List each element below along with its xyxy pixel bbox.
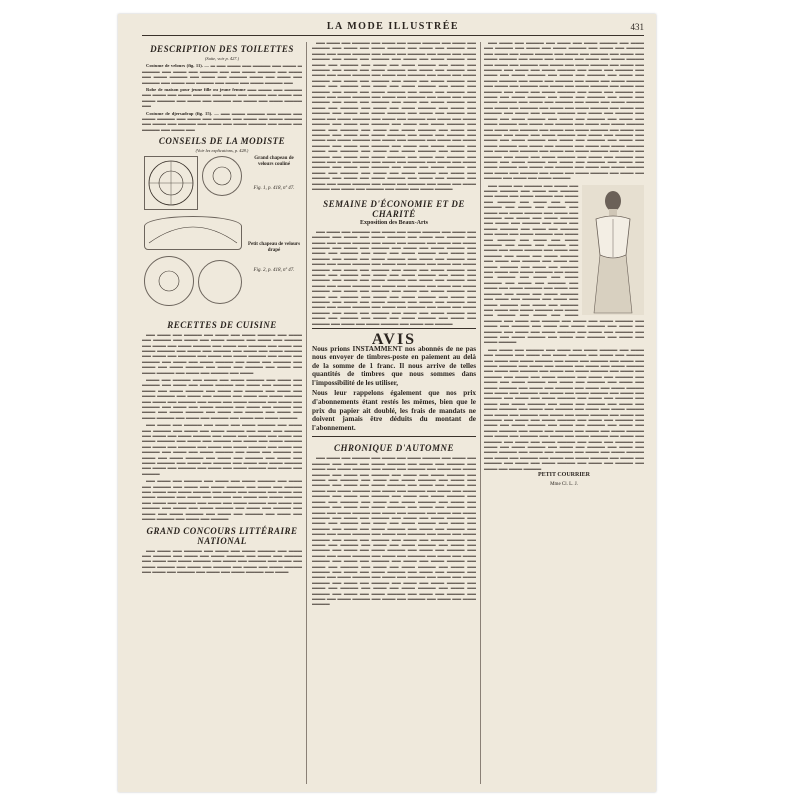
section-subtitle-modiste: (Voir les explications, p. 428.) [195,148,249,154]
signature: Mme Cl. L. J. [550,481,578,487]
header-title: LA MODE ILLUSTRÉE [326,21,460,32]
page-header [142,20,644,36]
body-text: ▬▬ ▬▬▬ ▬▬ ▬▬▬▬ ▬▬ ▬▬▬ ▬▬ ▬▬▬ ▬▬▬▬ ▬▬ ▬▬▬ ▬▬ ▬▬▬▬ ▬▬ ▬▬▬ ▬▬ ▬▬▬ ▬▬▬▬ ▬▬ ▬▬▬ ▬▬ ▬▬▬▬ ▬▬ ▬▬▬ ▬▬ ▬▬▬ ▬▬▬▬ ▬▬ ▬▬▬ ▬▬ ▬▬▬▬ ▬▬ ▬▬▬ ▬▬ ▬▬▬ ▬▬▬▬ ▬▬ ▬▬▬ ▬▬ ▬▬▬▬ ▬▬ ▬▬▬ ▬▬ ▬▬▬ ▬▬▬▬ ▬▬ ▬▬▬ ▬▬ ▬▬▬▬ ▬▬ ▬▬▬ ▬▬ ▬▬▬ ▬▬▬▬ ▬▬ ▬▬▬ ▬▬ ▬▬▬▬ ▬▬ ▬▬▬ ▬▬ ▬▬▬ ▬▬▬▬ ▬▬ ▬▬▬ ▬▬ ▬▬▬▬ ▬▬ ▬▬▬ ▬▬ ▬▬▬ ▬▬▬▬ ▬▬ ▬▬▬ ▬▬ ▬▬▬▬ ▬▬ ▬▬▬ ▬▬ ▬▬▬ ▬▬▬▬ ▬▬ ▬▬▬ ▬▬ ▬▬▬▬ ▬▬ ▬▬▬ ▬▬ ▬▬▬ ▬▬▬▬ ▬▬ ▬▬▬ ▬▬ ▬▬▬▬ ▬▬ ▬▬▬ ▬▬ ▬▬▬ ▬▬▬▬ ▬▬ ▬▬▬ ▬▬ ▬▬▬▬ ▬▬ ▬▬▬ ▬▬ ▬▬▬ ▬▬▬▬ ▬▬ ▬▬▬ ▬▬ ▬▬▬▬ ▬▬ ▬▬▬ ▬▬ ▬▬▬ ▬▬▬▬ ▬▬ ▬▬▬ ▬▬ ▬▬▬▬ ▬▬ ▬▬▬ ▬▬ ▬▬▬ ▬▬▬▬ ▬▬ ▬▬▬ ▬▬ ▬▬▬▬ ▬▬ ▬▬▬ ▬▬ ▬▬▬ ▬▬▬▬ ▬▬ ▬▬▬ ▬▬ ▬▬▬▬ ▬▬ ▬▬▬ ▬▬ ▬▬▬ ▬▬▬▬ ▬▬ ▬▬▬ ▬▬ ▬▬▬▬ ▬▬ ▬▬▬ ▬▬ ▬▬▬ ▬▬▬▬ ▬▬ ▬▬▬ ▬▬ ▬▬▬▬ ▬▬ ▬▬▬ ▬▬ ▬▬▬ ▬▬▬▬ ▬▬ ▬▬▬ ▬▬ ▬▬▬▬ ▬▬ ▬▬▬ ▬▬ ▬▬▬ ▬▬▬▬ ▬▬ ▬▬▬ ▬▬ ▬▬▬▬ ▬▬ ▬▬▬ ▬▬ ▬▬▬ ▬▬▬▬ ▬▬ ▬▬▬ ▬▬ ▬▬▬▬ ▬▬ ▬▬▬ ▬▬ ▬▬▬ ▬▬▬▬ ▬▬ ▬▬▬ ▬▬ ▬▬▬▬ ▬▬ ▬▬▬ ▬▬ ▬▬▬ ▬▬▬▬ ▬▬ ▬▬▬ ▬▬ ▬▬▬▬ ▬▬ ▬▬▬ ▬▬ ▬▬▬ ▬▬▬▬ ▬▬ ▬▬▬ ▬▬ ▬▬▬▬ ▬▬ ▬▬▬ ▬▬ ▬▬▬ ▬▬▬▬ ▬▬ ▬▬▬ ▬▬ ▬▬▬▬ ▬▬ ▬▬▬ ▬▬ ▬▬▬ ▬▬▬▬ ▬▬ ▬▬▬ ▬▬ ▬▬▬▬ ▬▬ ▬▬▬ ▬▬ ▬▬▬ ▬▬▬▬ ▬▬ ▬▬▬ ▬▬ ▬▬▬▬ ▬▬ ▬▬▬ ▬▬ ▬▬▬ ▬▬▬▬ ▬▬ ▬▬▬ ▬▬ ▬▬▬▬ ▬▬ ▬▬▬ ▬▬ ▬▬▬ ▬▬▬▬ ▬▬ ▬▬▬ ▬▬ ▬▬▬▬ ▬▬ ▬▬▬ ▬▬ ▬▬▬ ▬▬▬▬ ▬▬ ▬▬▬ ▬▬ ▬▬▬▬ ▬▬ ▬▬▬ ▬▬ ▬▬▬ ▬▬▬▬ ▬▬ ▬▬▬ ▬▬ ▬▬▬▬ ▬▬ ▬▬▬ ▬▬ ▬▬▬ ▬▬▬▬ ▬▬ ▬▬▬ ▬▬ ▬▬▬▬ ▬▬ ▬▬▬ ▬▬ ▬▬▬ ▬▬▬▬ [484,40,644,181]
body-text: ▬▬ ▬▬▬ ▬▬ ▬▬▬▬ ▬▬ ▬▬▬ ▬▬ ▬▬▬ ▬▬▬▬ ▬▬ ▬▬▬ ▬▬ ▬▬▬▬ ▬▬ ▬▬▬ ▬▬ ▬▬▬ ▬▬▬▬ ▬▬ ▬▬▬ ▬▬ ▬▬▬▬ ▬▬ ▬▬▬ ▬▬ ▬▬▬ ▬▬▬▬ ▬▬ ▬▬▬ ▬▬ ▬▬▬▬ ▬▬ ▬▬▬ ▬▬ ▬▬▬ ▬▬▬▬ ▬▬ ▬▬▬ ▬▬ ▬▬▬▬ ▬▬ ▬▬▬ ▬▬ ▬▬▬ ▬▬▬▬ ▬▬ ▬▬▬ ▬▬ ▬▬▬▬ ▬▬ ▬▬▬ ▬▬ ▬▬▬ ▬▬▬▬ ▬▬ ▬▬▬ ▬▬ ▬▬▬▬ ▬▬ ▬▬▬ ▬▬ ▬▬▬ ▬▬▬▬ ▬▬ ▬▬▬ ▬▬ ▬▬▬▬ ▬▬ ▬▬▬ ▬▬ ▬▬▬ ▬▬▬▬ ▬▬ ▬▬▬ ▬▬ ▬▬▬▬ ▬▬ ▬▬▬ ▬▬ ▬▬▬ ▬▬▬▬ ▬▬ ▬▬▬ ▬▬ ▬▬▬▬ ▬▬ ▬▬▬ [142,331,302,375]
pattern-diagram-1 [144,156,198,210]
figure-caption-1: Grand chapeau de velours couliné [254,155,294,167]
figure-ref-2: Fig. 2, p. 418, nº 47. [253,267,295,273]
section-title-modiste: CONSEILS DE LA MODISTE [158,136,286,147]
body-text: ▬ ▬▬ ▬▬▬ ▬▬ ▬▬▬▬ ▬▬ ▬▬▬ ▬ ▬▬▬▬ ▬▬ ▬▬▬ ▬▬ ▬▬▬▬ ▬▬ ▬▬ ▬▬▬ ▬▬▬▬ ▬▬ ▬▬▬ ▬▬ ▬▬▬ ▬▬▬▬ ▬▬ ▬▬▬ ▬▬ ▬▬▬▬ ▬▬▬ ▬▬ ▬▬▬ ▬▬ ▬▬▬▬ ▬▬ ▬▬▬ ▬▬ ▬▬▬▬ ▬▬ ▬▬▬ ▬▬ ▬▬▬ ▬▬▬▬ ▬▬ [142,63,302,85]
avis-title: AVIS [371,331,417,349]
section-title-cuisine: RECETTES DE CUISINE [167,319,277,330]
avis-notice [312,328,476,437]
newspaper-page [118,14,656,792]
figure-caption-2: Petit chapeau de velours drapé [247,241,301,253]
body-text: ▬▬ ▬▬▬ ▬▬ ▬▬▬▬ ▬▬ ▬▬▬ ▬▬ ▬▬▬ ▬▬▬▬ ▬▬ ▬▬▬ ▬▬ ▬▬▬▬ ▬▬ ▬▬▬ ▬▬ ▬▬▬ ▬▬▬▬ ▬▬ ▬▬▬ ▬▬ ▬▬▬▬ ▬▬ ▬▬▬ ▬▬ ▬▬▬ ▬▬▬▬ ▬▬ ▬▬▬ ▬▬ ▬▬▬▬ ▬▬ ▬▬▬ ▬▬ ▬▬▬ ▬▬▬▬ ▬▬ ▬▬▬ ▬▬ ▬▬▬▬ ▬▬ ▬▬▬ ▬▬ ▬▬▬ ▬▬▬▬ ▬▬ ▬▬▬ ▬▬ ▬▬▬▬ ▬▬ ▬▬▬ ▬▬ ▬▬▬ ▬▬▬▬ ▬▬ ▬▬▬ ▬▬ ▬▬▬▬ ▬▬ ▬▬▬ ▬▬ ▬▬▬ ▬▬▬▬ ▬▬ ▬▬▬ ▬▬ ▬▬▬▬ ▬▬ ▬▬▬ ▬▬ ▬▬▬ ▬▬▬▬ ▬▬ ▬▬▬ ▬▬ ▬▬▬▬ ▬▬ ▬▬▬ ▬▬ ▬▬▬ ▬▬▬▬ ▬▬ ▬▬▬ ▬▬ ▬▬▬▬ ▬▬ ▬▬▬ ▬▬ ▬▬▬ ▬▬▬▬ ▬▬ ▬▬▬ ▬▬ ▬▬▬▬ ▬▬ ▬▬▬ ▬▬ ▬▬▬ ▬▬▬▬ ▬▬ ▬▬▬ ▬▬ ▬▬▬▬ ▬▬ ▬▬▬ ▬▬ ▬▬▬ ▬▬▬▬ ▬▬ ▬▬▬ ▬▬ ▬▬▬▬ ▬▬ ▬▬▬ ▬▬ ▬▬▬ ▬▬▬▬ ▬▬ ▬▬▬ ▬▬ ▬▬▬▬ ▬▬ ▬▬▬ ▬▬ ▬▬▬ ▬▬▬▬ ▬▬ ▬▬▬ ▬▬ ▬▬▬▬ ▬▬ ▬▬▬ ▬▬ ▬▬▬ ▬▬▬▬ ▬▬ ▬▬▬ ▬▬ ▬▬▬▬ ▬▬ ▬▬▬ ▬▬ ▬▬▬ ▬▬▬▬ ▬▬ ▬▬▬ ▬▬ ▬▬▬▬ ▬▬ ▬▬▬ ▬▬ ▬▬▬ ▬▬▬▬ ▬▬ ▬▬▬ ▬▬ ▬▬▬▬ ▬▬ ▬▬▬ ▬▬ ▬▬▬ ▬▬▬▬ ▬▬ ▬▬▬ ▬▬ ▬▬▬▬ ▬▬ ▬▬▬ ▬▬ ▬▬▬ ▬▬▬▬ ▬▬ ▬▬▬ ▬▬ ▬▬▬▬ ▬▬ ▬▬▬ ▬▬ ▬▬▬ ▬▬▬▬ ▬▬ ▬▬▬ ▬▬ ▬▬▬▬ ▬▬ ▬▬▬ ▬▬ ▬▬▬ ▬▬▬▬ ▬▬ ▬▬▬ ▬▬ ▬▬▬▬ ▬▬ ▬▬▬ ▬▬ ▬▬▬ ▬▬▬▬ ▬▬ ▬▬▬ ▬▬ ▬▬▬▬ ▬▬ ▬▬▬ ▬▬ ▬▬▬ ▬▬▬▬ ▬▬ ▬▬▬ ▬▬ ▬▬▬▬ ▬▬ ▬▬▬ ▬▬ ▬▬▬ ▬▬▬▬ ▬▬ ▬▬▬ ▬▬ ▬▬▬▬ ▬▬ ▬▬▬ ▬▬ ▬▬▬ ▬▬▬▬ ▬▬ ▬▬▬ ▬▬ ▬▬▬▬ ▬▬ ▬▬▬ ▬▬ ▬▬▬ ▬▬▬▬ ▬▬ ▬▬▬ ▬▬ ▬▬▬▬ ▬▬ ▬▬▬ ▬▬ ▬▬▬ ▬▬▬▬ ▬▬ ▬▬▬ ▬▬ ▬▬▬▬ ▬▬ ▬▬▬ ▬▬ ▬▬▬ ▬▬▬▬ ▬▬ ▬▬▬ ▬▬ ▬▬▬▬ ▬▬ ▬▬▬ ▬▬ ▬▬▬ ▬▬▬▬ ▬▬ ▬▬▬ ▬▬ ▬▬▬▬ ▬▬ ▬▬▬ ▬▬ ▬▬▬ ▬▬▬▬ ▬▬ ▬▬▬ ▬▬ ▬▬▬▬ ▬▬ ▬▬▬ ▬▬ ▬▬▬ ▬▬▬▬ ▬▬ ▬▬▬ ▬▬ ▬▬▬▬ ▬▬ ▬▬▬ ▬▬ ▬▬▬ ▬▬▬▬ ▬▬ ▬▬▬ ▬▬ ▬▬▬▬ ▬▬ ▬▬▬ ▬▬ ▬▬▬ ▬▬▬▬ ▬▬ ▬▬▬ ▬▬ ▬▬▬▬ ▬▬ ▬▬▬ ▬▬ ▬▬▬ ▬▬▬▬ ▬▬ ▬▬▬ ▬▬ ▬▬▬▬ ▬▬ ▬▬▬ ▬▬ ▬▬▬ ▬▬▬▬ [312,40,476,191]
section-title-semaine: SEMAINE D'ÉCONOMIE ET DE CHARITÉ [323,199,465,220]
section-title-concours: GRAND CONCOURS LITTÉRAIRE NATIONAL [146,525,298,546]
body-text: ▬▬ ▬▬▬ ▬▬ ▬▬▬▬ ▬▬ ▬▬▬ ▬▬ ▬▬▬ ▬▬▬▬ ▬▬ ▬▬▬ ▬▬ ▬▬▬▬ ▬▬ ▬▬▬ ▬▬ ▬▬▬ ▬▬▬▬ ▬▬ ▬▬▬ ▬▬ ▬▬▬▬ ▬▬ ▬▬▬ ▬▬ ▬▬▬ ▬▬▬▬ ▬▬ ▬▬▬ ▬▬ ▬▬▬▬ ▬▬ ▬▬▬ ▬▬ ▬▬▬ ▬▬▬▬ ▬▬ ▬▬▬ ▬▬ ▬▬▬▬ ▬▬ ▬▬▬ ▬▬ ▬▬▬ ▬▬▬▬ ▬▬ ▬▬▬ ▬▬ ▬▬▬▬ ▬▬ ▬▬▬ ▬▬ ▬▬▬ ▬▬▬▬ ▬▬ ▬▬▬ ▬▬ ▬▬▬▬ ▬▬ ▬▬▬ ▬▬ ▬▬▬ ▬▬▬▬ ▬▬ ▬▬▬ ▬▬ ▬▬▬▬ ▬▬ ▬▬▬ ▬▬ ▬▬▬ ▬▬▬▬ ▬▬ ▬▬▬ ▬▬ ▬▬▬▬ ▬▬ ▬▬▬ ▬▬ ▬▬▬ ▬▬▬▬ ▬▬ ▬▬▬ ▬▬ ▬▬▬▬ ▬▬ ▬▬▬ ▬▬ ▬▬▬ ▬▬▬▬ ▬▬ ▬▬▬ ▬▬ ▬▬▬▬ ▬▬ ▬▬▬ ▬▬ ▬▬▬ ▬▬▬▬ ▬▬ ▬▬▬ ▬▬ ▬▬▬▬ ▬▬ ▬▬▬ ▬▬ ▬▬▬ ▬▬▬▬ ▬▬ ▬▬▬ ▬▬ ▬▬▬▬ ▬▬ ▬▬▬ ▬▬ ▬▬▬ ▬▬▬▬ ▬▬ ▬▬▬ ▬▬ ▬▬▬▬ ▬▬ ▬▬▬ ▬▬ ▬▬▬ ▬▬▬▬ ▬▬ ▬▬▬ ▬▬ ▬▬▬▬ ▬▬ ▬▬▬ ▬▬ ▬▬▬ ▬▬▬▬ ▬▬ ▬▬▬ ▬▬ ▬▬▬▬ ▬▬ ▬▬▬ ▬▬ ▬▬▬ ▬▬▬▬ ▬▬ ▬▬▬ ▬▬ ▬▬▬▬ ▬▬ ▬▬▬ ▬▬ ▬▬▬ ▬▬▬▬ ▬▬ ▬▬▬ ▬▬ ▬▬▬▬ ▬▬ ▬▬▬ ▬▬ ▬▬▬ ▬▬▬▬ ▬▬ ▬▬▬ ▬▬ ▬▬▬▬ ▬▬ ▬▬▬ ▬▬ ▬▬▬ ▬▬▬▬ ▬▬ ▬▬▬ ▬▬ ▬▬▬▬ ▬▬ ▬▬▬ ▬▬ ▬▬▬ ▬▬▬▬ ▬▬ ▬▬▬ ▬▬ ▬▬▬▬ ▬▬ ▬▬▬ ▬▬ ▬▬▬ ▬▬▬▬ ▬▬ ▬▬▬ ▬▬ ▬▬▬▬ ▬▬ ▬▬▬ ▬▬ ▬▬▬ ▬▬▬▬ ▬▬ ▬▬▬ ▬▬ ▬▬▬▬ ▬▬ ▬▬▬ ▬▬ ▬▬▬ ▬▬▬▬ ▬▬ ▬▬▬ ▬▬ ▬▬▬▬ ▬▬ ▬▬▬ ▬▬ ▬▬▬ ▬▬▬▬ ▬▬ ▬▬▬ ▬▬ ▬▬▬▬ ▬▬ ▬▬▬ ▬▬ ▬▬▬ ▬▬▬▬ ▬▬ ▬▬▬ ▬▬ ▬▬▬▬ ▬▬ ▬▬▬ ▬▬ ▬▬▬ ▬▬▬▬ ▬▬ ▬▬▬ ▬▬ ▬▬▬▬ ▬▬ ▬▬▬ ▬▬ ▬▬▬ ▬▬▬▬ ▬▬ ▬▬▬ ▬▬ ▬▬▬▬ ▬▬ ▬▬▬ ▬▬ ▬▬▬ ▬▬▬▬ [484,346,644,471]
body-text: ▬▬ ▬▬▬ ▬▬ ▬▬▬▬ ▬▬ ▬▬▬ ▬▬ ▬▬▬ ▬▬▬▬ ▬▬ ▬▬▬ ▬▬ ▬▬▬▬ ▬▬ ▬▬▬ ▬▬ ▬▬▬ ▬▬▬▬ ▬▬ ▬▬▬ ▬▬ ▬▬▬▬ ▬▬ ▬▬▬ ▬▬ ▬▬▬ ▬▬▬▬ ▬▬ ▬▬▬ ▬▬ ▬▬▬▬ ▬▬ ▬▬▬ ▬▬ ▬▬▬ ▬▬▬▬ ▬▬ ▬▬▬ ▬▬ ▬▬▬▬ ▬▬ ▬▬▬ ▬▬ ▬▬▬ ▬▬▬▬ ▬▬ ▬▬▬ ▬▬ ▬▬▬▬ ▬▬ ▬▬▬ ▬▬ ▬▬▬ ▬▬▬▬ ▬▬ ▬▬▬ ▬▬ ▬▬▬▬ ▬▬ ▬▬▬ ▬▬ ▬▬▬ ▬▬▬▬ ▬▬ ▬▬▬ ▬▬ ▬▬▬▬ ▬▬ ▬▬▬ ▬▬ ▬▬▬ ▬▬▬▬ ▬▬ ▬▬▬ ▬▬ ▬▬▬▬ ▬▬ ▬▬▬ ▬▬ ▬▬▬ ▬▬▬▬ ▬▬ ▬▬▬ ▬▬ ▬▬▬▬ ▬▬ ▬▬▬ ▬▬ ▬▬▬ ▬▬▬▬ ▬▬ ▬▬▬ ▬▬ ▬▬▬▬ ▬▬ ▬▬▬ ▬▬ ▬▬▬ ▬▬▬▬ ▬▬ ▬▬▬ ▬▬ ▬▬▬▬ ▬▬ ▬▬▬ ▬▬ ▬▬▬ ▬▬▬▬ ▬▬ ▬▬▬ ▬▬ ▬▬▬▬ ▬▬ ▬▬▬ ▬▬ ▬▬▬ ▬▬▬▬ ▬▬ ▬▬▬ ▬▬ ▬▬▬▬ ▬▬ ▬▬▬ ▬▬ ▬▬▬ ▬▬▬▬ ▬▬ ▬▬▬ ▬▬ ▬▬▬▬ ▬▬ ▬▬▬ ▬▬ ▬▬▬ ▬▬▬▬ ▬▬ ▬▬▬ ▬▬ ▬▬▬▬ ▬▬ ▬▬▬ ▬▬ ▬▬▬ ▬▬▬▬ ▬▬ ▬▬▬ ▬▬ ▬▬▬▬ ▬▬ ▬▬▬ ▬▬ ▬▬▬ ▬▬▬▬ ▬▬ ▬▬▬ ▬▬ ▬▬▬▬ ▬▬ ▬▬▬ ▬▬ ▬▬▬ ▬▬▬▬ ▬▬ ▬▬▬ ▬▬ ▬▬▬▬ ▬▬ ▬▬▬ ▬▬ ▬▬▬ ▬▬▬▬ ▬▬ ▬▬▬ ▬▬ ▬▬▬▬ ▬▬ ▬▬▬ ▬▬ ▬▬▬ ▬▬▬▬ ▬▬ ▬▬▬ ▬▬ ▬▬▬▬ ▬▬ ▬▬▬ ▬▬ ▬▬▬ ▬▬▬▬ ▬▬ ▬▬▬ ▬▬ ▬▬▬▬ ▬▬ ▬▬▬ ▬▬ ▬▬▬ ▬▬▬▬ ▬▬ ▬▬▬ ▬▬ ▬▬▬▬ ▬▬ ▬▬▬ ▬▬ ▬▬▬ ▬▬▬▬ ▬▬ ▬▬▬ ▬▬ ▬▬▬▬ ▬▬ ▬▬▬ ▬▬ ▬▬▬ ▬▬▬▬ ▬▬ ▬▬▬ ▬▬ ▬▬▬▬ ▬▬ ▬▬▬ ▬▬ ▬▬▬ ▬▬▬▬ ▬▬ ▬▬▬ ▬▬ ▬▬▬▬ ▬▬ ▬▬▬ ▬▬ ▬▬▬ ▬▬▬▬ ▬▬ ▬▬▬ ▬▬ ▬▬▬▬ ▬▬ ▬▬▬ ▬▬ ▬▬▬ ▬▬▬▬ ▬▬ ▬▬▬ ▬▬ ▬▬▬▬ ▬▬ ▬▬▬ ▬▬ ▬▬▬ ▬▬▬▬ ▬▬ ▬▬▬ ▬▬ ▬▬▬▬ ▬▬ ▬▬▬ ▬▬ ▬▬▬ ▬▬▬▬ ▬▬ ▬▬▬ ▬▬ ▬▬▬▬ ▬▬ ▬▬▬ ▬▬ ▬▬▬ ▬▬▬▬ ▬▬ ▬▬▬ ▬▬ ▬▬▬▬ ▬▬ ▬▬▬ ▬▬ ▬▬▬ ▬▬▬▬ ▬▬ ▬▬▬ ▬▬ ▬▬▬▬ ▬▬ ▬▬▬ ▬▬ ▬▬▬ ▬▬▬▬ ▬▬ ▬▬▬ ▬▬ ▬▬▬▬ ▬▬ ▬▬▬ ▬▬ ▬▬▬ ▬▬▬▬ ▬▬ ▬▬▬ ▬▬ ▬▬▬▬ ▬▬ ▬▬▬ ▬▬ ▬▬▬ ▬▬▬▬ [312,455,476,607]
section-title-toilettes: DESCRIPTION DES TOILETTES [150,44,294,54]
body-text: ▬▬ ▬▬▬ ▬▬▬▬ ▬▬ ▬▬▬ ▬▬ ▬▬▬ ▬▬▬▬ ▬▬ ▬▬▬ ▬▬ ▬▬▬▬ ▬▬ ▬▬▬ ▬▬ ▬▬▬ ▬▬▬▬ ▬▬ ▬▬▬ ▬▬ ▬▬▬▬ ▬▬ ▬▬▬ ▬▬ ▬▬▬ ▬▬▬▬ ▬▬ ▬▬▬ ▬▬ ▬▬▬▬ ▬▬ ▬▬▬ ▬▬ [142,110,302,132]
body-text: ▬▬ ▬▬▬ ▬▬ ▬▬▬▬ ▬▬ ▬▬▬ ▬▬ ▬▬▬ ▬▬▬▬ ▬▬ ▬▬▬ ▬▬ ▬▬▬▬ ▬▬ ▬▬▬ ▬▬ ▬▬▬ ▬▬▬▬ ▬▬ ▬▬▬ ▬▬ ▬▬▬▬ ▬▬ ▬▬▬ ▬▬ ▬▬▬ ▬▬▬▬ ▬▬ ▬▬▬ ▬▬ ▬▬▬▬ ▬▬ ▬▬▬ ▬▬ ▬▬▬ ▬▬▬▬ ▬▬ ▬▬▬ ▬▬ ▬▬▬▬ ▬▬ ▬▬▬ ▬▬ ▬▬▬ ▬▬▬▬ ▬▬ ▬▬▬ ▬▬ ▬▬▬▬ ▬▬ ▬▬▬ ▬▬ ▬▬▬ ▬▬▬▬ ▬▬ ▬▬▬ [142,547,302,575]
column-rule-1 [306,42,307,784]
body-text: ▬▬ ▬▬▬ ▬▬ ▬▬▬▬ ▬▬ ▬▬▬ ▬▬ ▬▬▬ ▬▬▬▬ ▬▬ ▬▬▬ ▬▬ ▬▬▬▬ ▬▬ ▬▬▬ ▬▬ ▬▬▬ ▬▬▬▬ ▬▬ ▬▬▬ ▬▬ ▬▬▬▬ ▬▬ ▬▬▬ ▬▬ ▬▬▬ ▬▬▬▬ ▬▬ ▬▬▬ ▬▬ ▬▬▬▬ ▬▬ ▬▬▬ ▬▬ ▬▬▬ ▬▬▬▬ ▬▬ ▬▬▬ ▬▬ ▬▬▬▬ ▬▬ ▬▬▬ ▬▬ ▬▬▬ ▬▬▬▬ ▬▬ ▬▬▬ ▬▬ ▬▬▬▬ ▬▬ ▬▬▬ ▬▬ ▬▬▬ ▬▬▬▬ ▬▬ ▬▬▬ ▬▬ ▬▬▬▬ ▬▬ ▬▬▬ ▬▬ ▬▬▬ ▬▬▬▬ ▬▬ ▬▬▬ ▬▬ ▬▬▬▬ ▬▬ ▬▬▬ ▬▬ ▬▬▬ ▬▬▬▬ ▬▬ ▬▬▬ ▬▬ ▬▬▬▬ ▬▬ ▬▬▬ ▬▬ ▬▬▬ ▬▬▬▬ ▬▬ ▬▬▬ ▬▬ ▬▬▬▬ [142,478,302,522]
body-text: ▬▬ ▬▬▬ ▬▬ ▬▬▬▬ ▬▬ ▬▬▬ ▬▬ ▬▬▬ ▬▬▬▬ ▬▬ ▬▬▬ ▬▬ ▬▬▬▬ ▬▬ ▬▬▬ ▬▬ ▬▬▬ ▬▬▬▬ ▬▬ ▬▬▬ ▬▬ ▬▬▬▬ ▬▬ ▬▬▬ ▬▬ ▬▬▬ ▬▬▬▬ ▬▬ ▬▬▬ ▬▬ ▬▬▬▬ ▬▬ ▬▬▬ ▬▬ ▬▬▬ ▬▬▬▬ ▬▬ ▬▬▬ ▬▬ ▬▬▬▬ ▬▬ ▬▬▬ ▬▬ ▬▬▬ ▬▬▬▬ ▬▬ ▬▬▬ ▬▬ ▬▬▬▬ ▬▬ ▬▬▬ ▬▬ ▬▬▬ ▬▬▬▬ ▬▬ ▬▬▬ ▬▬ ▬▬▬▬ ▬▬ ▬▬▬ ▬▬ ▬▬▬ ▬▬▬▬ ▬▬ ▬▬▬ ▬▬ ▬▬▬▬ ▬▬ ▬▬▬ ▬▬ ▬▬▬ ▬▬▬▬ ▬▬ ▬▬▬ ▬▬ ▬▬▬▬ ▬▬ ▬▬▬ ▬▬ ▬▬▬ ▬▬▬▬ ▬▬ ▬▬▬ ▬▬ ▬▬▬▬ ▬▬ ▬▬▬ ▬▬ ▬▬▬ ▬▬▬▬ ▬▬ ▬▬▬ ▬▬ ▬▬▬▬ ▬▬ ▬▬▬ ▬▬ ▬▬▬ ▬▬▬▬ ▬▬ ▬▬▬ ▬▬ ▬▬▬▬ ▬▬ ▬▬▬ ▬▬ ▬▬▬ ▬▬▬▬ ▬▬ ▬▬▬ ▬▬ ▬▬▬▬ ▬▬ ▬▬▬ ▬▬ ▬▬▬ ▬▬▬▬ ▬▬ ▬▬▬ ▬▬ ▬▬▬▬ ▬▬ ▬▬▬ ▬▬ ▬▬▬ ▬▬▬▬ ▬▬ ▬▬▬ ▬▬ ▬▬▬▬ ▬▬ ▬▬▬ ▬▬ ▬▬▬ ▬▬▬▬ ▬▬ ▬▬▬ ▬▬ ▬▬▬▬ ▬▬ ▬▬▬ ▬▬ ▬▬▬ ▬▬▬▬ ▬▬ ▬▬▬ ▬▬ ▬▬▬▬ ▬▬ ▬▬▬ ▬▬ ▬▬▬ ▬▬▬▬ ▬▬ ▬▬▬ ▬▬ ▬▬▬▬ ▬▬ ▬▬▬ ▬▬ ▬▬▬ ▬▬▬▬ ▬▬ ▬▬▬ ▬▬ ▬▬▬▬ ▬▬ ▬▬▬ ▬▬ ▬▬▬ ▬▬▬▬ ▬▬ ▬▬▬ ▬▬ ▬▬▬▬ ▬▬ ▬▬▬ ▬▬ ▬▬▬ ▬▬▬▬ ▬▬ ▬▬▬ ▬▬ ▬▬▬▬ ▬▬ ▬▬▬ ▬▬ ▬▬▬ ▬▬▬▬ ▬▬ ▬▬▬ ▬▬ ▬▬▬▬ ▬▬ ▬▬▬ ▬▬ ▬▬▬ ▬▬▬▬ ▬▬ ▬▬▬ ▬▬ ▬▬▬▬ ▬▬ ▬▬▬ ▬▬ ▬▬▬ ▬▬▬▬ [484,182,644,345]
section-subtitle-exposition: Exposition des Beaux-Arts [359,220,428,227]
section-subtitle-toilettes: (Suite, voir p. 427.) [204,56,240,61]
body-text: ▬▬ ▬▬▬ ▬▬ ▬▬▬▬ ▬▬ ▬▬▬ ▬▬ ▬▬▬ ▬▬▬▬ ▬▬ ▬▬▬ ▬▬ ▬▬▬▬ ▬▬ ▬▬▬ ▬▬ ▬▬▬ ▬▬▬▬ ▬▬ ▬▬▬ ▬▬ ▬▬▬▬ ▬▬ ▬▬▬ ▬▬ ▬▬▬ ▬▬▬▬ ▬▬ ▬▬▬ ▬▬ ▬▬▬▬ ▬▬ ▬▬▬ ▬▬ ▬▬▬ ▬▬▬▬ ▬▬ ▬▬▬ ▬▬ ▬▬▬▬ ▬▬ ▬▬▬ ▬▬ ▬▬▬ ▬▬▬▬ ▬▬ ▬▬▬ ▬▬ ▬▬▬▬ ▬▬ ▬▬▬ ▬▬ ▬▬▬ ▬▬▬▬ ▬▬ ▬▬▬ ▬▬ ▬▬▬▬ ▬▬ ▬▬▬ ▬▬ ▬▬▬ ▬▬▬▬ ▬▬ ▬▬▬ ▬▬ ▬▬▬▬ ▬▬ ▬▬▬ ▬▬ ▬▬▬ ▬▬▬▬ ▬▬ ▬▬▬ ▬▬ ▬▬▬▬ ▬▬ ▬▬▬ ▬▬ ▬▬▬ ▬▬▬▬ ▬▬ ▬▬▬ ▬▬ ▬▬▬▬ ▬▬ ▬▬▬ ▬▬ ▬▬▬ ▬▬▬▬ ▬▬ ▬▬▬ ▬▬ ▬▬▬▬ ▬▬ ▬▬▬ ▬▬ ▬▬▬ ▬▬▬▬ ▬▬ ▬▬▬ ▬▬ ▬▬▬▬ ▬▬ ▬▬▬ ▬▬ ▬▬▬ ▬▬▬▬ ▬▬ ▬▬▬ ▬▬ ▬▬▬▬ ▬▬ ▬▬▬ ▬▬ ▬▬▬ ▬▬▬▬ ▬▬ ▬▬▬ ▬▬ ▬▬▬▬ ▬▬ ▬▬▬ ▬▬ ▬▬▬ ▬▬▬▬ ▬▬ ▬▬▬ ▬▬ ▬▬▬▬ ▬▬ ▬▬▬ ▬▬ ▬▬▬ ▬▬▬▬ ▬▬ ▬▬▬ ▬▬ ▬▬▬▬ ▬▬ ▬▬▬ ▬▬ ▬▬▬ ▬▬▬▬ ▬▬ ▬▬▬ ▬▬ ▬▬▬▬ ▬▬ ▬▬▬ ▬▬ ▬▬▬ ▬▬▬▬ ▬▬ ▬▬▬ ▬▬ ▬▬▬▬ ▬▬ ▬▬▬ ▬▬ ▬▬▬ ▬▬▬▬ ▬▬ ▬▬▬ ▬▬ ▬▬▬▬ ▬▬ ▬▬▬ ▬▬ ▬▬▬ ▬▬▬▬ ▬▬ ▬▬▬ ▬▬ ▬▬▬▬ ▬▬ ▬▬▬ ▬▬ ▬▬▬ ▬▬▬▬ ▬▬ ▬▬▬ ▬▬ ▬▬▬▬ ▬▬ ▬▬▬ ▬▬ ▬▬▬ ▬▬▬▬ ▬▬ ▬▬▬ ▬▬ ▬▬▬▬ ▬▬ ▬▬▬ ▬▬ ▬▬▬ ▬▬▬▬ ▬▬ ▬▬▬ ▬▬ ▬▬▬▬ [312,228,476,326]
petit-courrier-heading: PETIT COURRIER [537,472,591,479]
body-text: ▬▬ ▬▬▬ ▬▬ ▬▬▬▬ ▬▬ ▬▬▬ ▬▬ ▬▬▬ ▬▬▬▬ ▬▬ ▬▬▬ ▬▬ ▬▬▬▬ ▬▬ ▬▬▬ ▬▬ ▬▬▬ ▬▬▬▬ ▬▬ ▬▬▬ ▬▬ ▬▬▬▬ ▬▬ ▬▬▬ ▬▬ ▬▬▬ ▬▬▬▬ ▬▬ ▬▬▬ ▬▬ ▬▬▬▬ ▬▬ ▬▬▬ ▬▬ ▬▬▬ ▬▬▬▬ ▬▬ ▬▬▬ ▬▬ ▬▬▬▬ ▬▬ ▬▬▬ ▬▬ ▬▬▬ ▬▬▬▬ ▬▬ ▬▬▬ ▬▬ ▬▬▬▬ ▬▬ ▬▬▬ ▬▬ ▬▬▬ ▬▬▬▬ ▬▬ ▬▬▬ ▬▬ ▬▬▬▬ ▬▬ ▬▬▬ ▬▬ ▬▬▬ ▬▬▬▬ ▬▬ ▬▬▬ ▬▬ ▬▬▬▬ ▬▬ ▬▬▬ ▬▬ ▬▬▬ ▬▬▬▬ ▬▬ ▬▬▬ ▬▬ ▬▬▬▬ ▬▬ ▬▬▬ ▬▬ ▬▬▬ ▬▬▬▬ ▬▬ ▬▬▬ ▬▬ ▬▬▬▬ ▬▬ ▬▬▬ ▬▬ ▬▬▬ ▬▬▬▬ ▬▬ ▬▬▬ ▬▬ ▬▬▬▬ ▬▬ ▬▬▬ ▬▬ ▬▬▬ ▬▬▬▬ ▬▬ ▬▬▬ ▬▬ ▬▬▬▬ [142,422,302,476]
item-robe-maison: Robe de maison pour jeune fille ou jeune femme [146,87,246,93]
column-1 [142,40,302,786]
pattern-diagram-4 [144,256,194,306]
avis-text-2: Nous leur rappelons également que nos prix d'abonnements étant restés les mêmes, bien que le prix du papier ait doublé, les frais de mandats ne doivent jamais être déduits du montant de l'abonnement. [312,389,476,432]
avis-text: Nous prions INSTAMMENT nos abonnés de ne pas nous envoyer de timbres-poste en paiement au delà de la somme de 1 franc. Il nous arrive de telles quantités de timbres que nous sommes dans l'impossibilité de les utiliser, [312,344,476,387]
section-title-chronique: CHRONIQUE D'AUTOMNE [333,443,455,454]
column-2 [312,40,476,786]
item-costume-velours: Costume de velours (fig. 11). — [146,63,210,69]
corset-illustration [582,185,644,315]
column-rule-2 [480,42,481,784]
body-text: ▬▬▬ ▬▬ ▬▬▬▬ ▬▬ ▬▬▬ ▬▬ ▬▬▬ ▬▬▬▬ ▬▬ ▬▬▬ ▬▬ ▬▬▬▬ ▬▬ ▬▬▬ ▬▬ ▬▬▬ ▬▬▬▬ ▬▬ ▬▬▬ ▬▬ ▬▬▬▬ ▬▬ ▬▬▬ ▬▬ ▬▬▬ ▬▬▬▬ ▬▬ ▬▬▬ ▬▬ ▬▬▬▬ ▬▬ ▬▬▬ ▬▬ ▬▬▬ ▬▬▬▬ ▬▬ ▬▬▬ ▬▬ ▬▬▬▬ ▬▬ ▬▬▬ ▬▬ ▬▬▬ ▬▬▬▬ ▬▬ ▬▬▬ ▬▬ ▬▬▬▬ ▬▬ ▬▬▬ ▬▬ ▬▬▬ ▬▬▬▬ ▬▬ ▬▬▬ ▬▬ ▬▬▬▬ ▬▬ ▬▬▬ ▬▬ ▬▬▬ ▬▬▬▬ ▬▬ ▬▬▬ ▬▬ ▬▬▬▬ ▬▬ ▬▬▬ ▬▬ ▬▬▬ ▬▬▬▬ ▬▬ ▬▬▬ ▬▬ ▬▬▬▬ ▬▬ ▬▬▬ ▬▬ ▬▬▬ ▬▬▬▬ ▬▬ ▬▬▬ ▬▬ ▬▬▬▬ ▬▬ ▬▬▬ ▬▬ ▬▬▬ ▬▬▬▬ [142,376,302,420]
pattern-diagram-5 [198,260,242,304]
figure-ref-1: Fig. 1, p. 418, nº 47. [253,185,295,191]
pattern-diagram-3 [144,216,242,250]
column-3 [484,40,644,786]
item-costume-djersadrap: Costume de djersadrap (fig. 15). — [146,110,219,116]
body-text: ▬▬ ▬▬▬ ▬▬ ▬▬▬▬ ▬▬ ▬▬▬ ▬▬ ▬▬▬ ▬▬▬▬ ▬▬ ▬▬▬ ▬▬ ▬▬▬▬ ▬▬ ▬▬▬ ▬▬ ▬▬▬ ▬▬▬▬ ▬▬ ▬▬▬ ▬▬ ▬▬▬▬ ▬▬ ▬▬▬ ▬▬ ▬▬▬ ▬▬▬▬ ▬▬ [142,87,302,109]
page-number: 431 [630,22,644,32]
pattern-diagram-2 [202,156,242,196]
hat-pattern-figures [142,156,302,316]
